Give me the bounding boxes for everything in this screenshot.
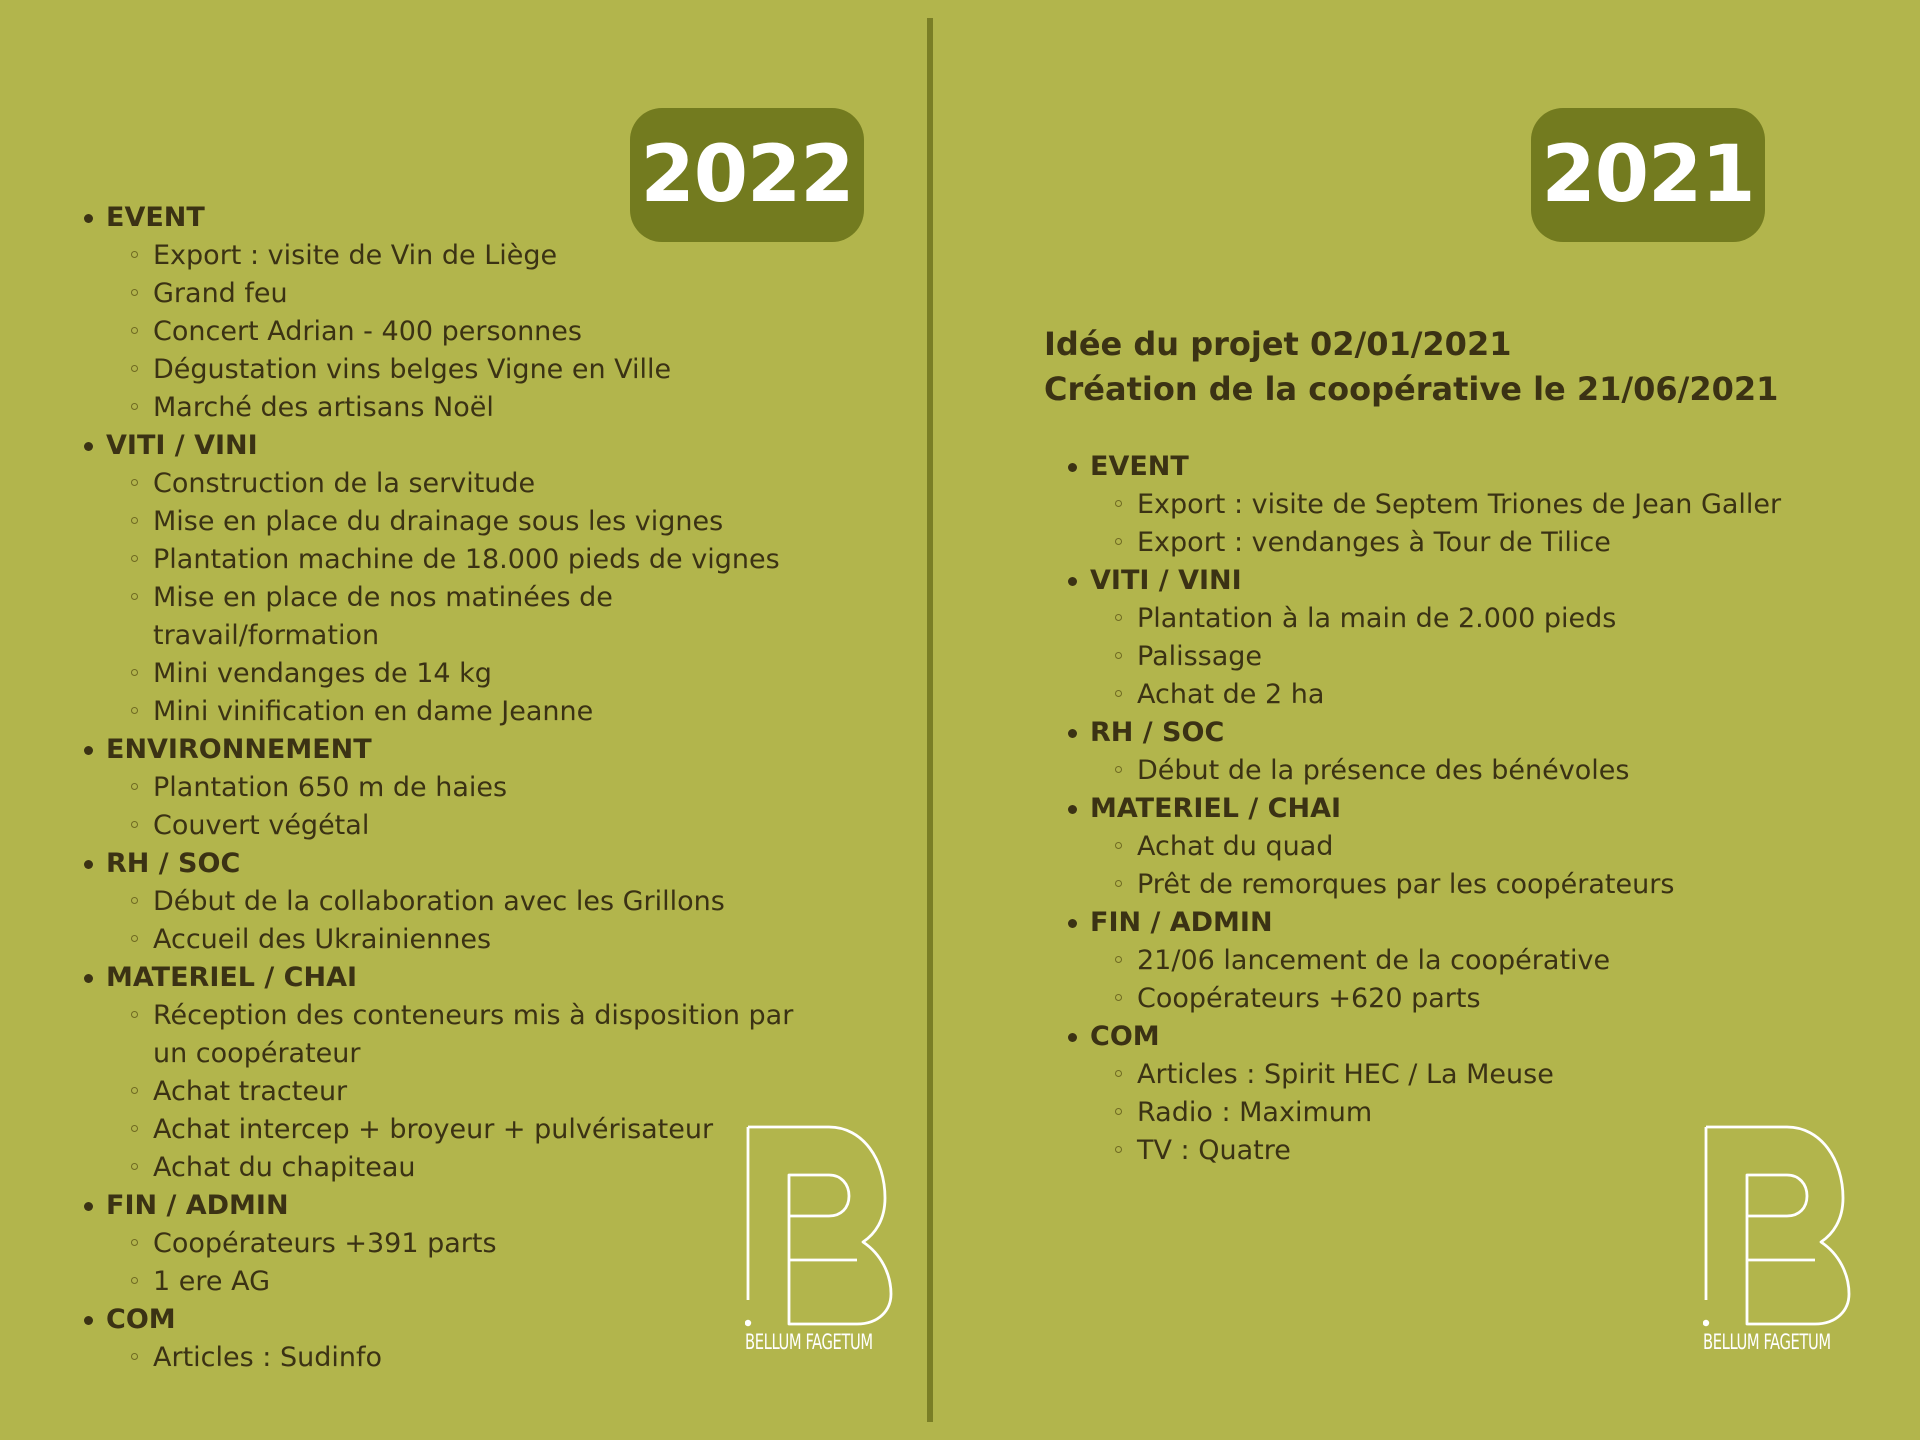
circle-bullet-icon bbox=[1115, 1146, 1122, 1153]
category-title: MATERIEL / CHAI bbox=[1090, 793, 1342, 824]
list-item-text: Plantation machine de 18.000 pieds de vignes bbox=[153, 544, 780, 575]
bullet-icon bbox=[1068, 1033, 1077, 1042]
list-item-text: Coopérateurs +620 parts bbox=[1137, 983, 1481, 1014]
circle-bullet-icon bbox=[131, 935, 138, 942]
list-item bbox=[80, 351, 833, 389]
category-heading bbox=[1064, 790, 1844, 828]
list-item-text: TV : Quatre bbox=[1137, 1135, 1291, 1166]
circle-bullet-icon bbox=[131, 707, 138, 714]
list-item bbox=[80, 237, 833, 275]
list-item-text: Radio : Maximum bbox=[1137, 1097, 1373, 1128]
category-title: EVENT bbox=[1090, 451, 1189, 482]
circle-bullet-icon bbox=[131, 289, 138, 296]
bullet-icon bbox=[1068, 729, 1077, 738]
list-item bbox=[80, 769, 833, 807]
category-heading bbox=[80, 1187, 840, 1225]
circle-bullet-icon bbox=[131, 517, 138, 524]
list-item bbox=[80, 541, 833, 579]
bullet-icon bbox=[1068, 805, 1077, 814]
bullet-icon bbox=[1068, 919, 1077, 928]
list-item bbox=[80, 275, 833, 313]
list-item-text: Mise en place du drainage sous les vignes bbox=[153, 506, 724, 537]
circle-bullet-icon bbox=[131, 897, 138, 904]
list-item-text: Plantation 650 m de haies bbox=[153, 772, 508, 803]
category-heading bbox=[80, 1301, 840, 1339]
bullet-icon bbox=[84, 1202, 93, 1211]
circle-bullet-icon bbox=[1115, 690, 1122, 697]
category-heading bbox=[80, 199, 840, 237]
list-item-text: Prêt de remorques par les coopérateurs bbox=[1137, 869, 1675, 900]
circle-bullet-icon bbox=[131, 783, 138, 790]
circle-bullet-icon bbox=[1115, 1070, 1122, 1077]
bellum-fagetum-logo bbox=[1703, 1124, 1853, 1354]
category-heading bbox=[1064, 1018, 1844, 1056]
list-item bbox=[1064, 866, 1844, 904]
category-heading bbox=[80, 427, 840, 465]
circle-bullet-icon bbox=[131, 327, 138, 334]
list-item bbox=[1064, 1056, 1844, 1094]
circle-bullet-icon bbox=[131, 1125, 138, 1132]
list-item bbox=[80, 693, 833, 731]
bullet-icon bbox=[84, 214, 93, 223]
circle-bullet-icon bbox=[131, 1087, 138, 1094]
circle-bullet-icon bbox=[131, 403, 138, 410]
category-heading bbox=[1064, 562, 1844, 600]
category-title: COM bbox=[106, 1304, 176, 1335]
category-heading bbox=[80, 731, 840, 769]
circle-bullet-icon bbox=[131, 1277, 138, 1284]
list-item bbox=[80, 883, 833, 921]
brand-name: BELLUM FAGETUM bbox=[745, 1330, 873, 1354]
circle-bullet-icon bbox=[131, 1353, 138, 1360]
circle-bullet-icon bbox=[1115, 994, 1122, 1001]
bullet-icon bbox=[84, 442, 93, 451]
list-item-text: Marché des artisans Noël bbox=[153, 392, 494, 423]
list-item bbox=[80, 465, 833, 503]
year-badge-2021: 2021 bbox=[1531, 108, 1765, 242]
list-item bbox=[80, 503, 833, 541]
timeline-2021 bbox=[1064, 448, 1844, 1170]
category-heading bbox=[1064, 448, 1844, 486]
circle-bullet-icon bbox=[1115, 652, 1122, 659]
list-item-text: Achat de 2 ha bbox=[1137, 679, 1325, 710]
list-item-text: Coopérateurs +391 parts bbox=[153, 1228, 497, 1259]
category-heading bbox=[80, 959, 840, 997]
category-heading bbox=[1064, 714, 1844, 752]
list-item bbox=[1064, 752, 1844, 790]
circle-bullet-icon bbox=[131, 479, 138, 486]
circle-bullet-icon bbox=[131, 1011, 138, 1018]
list-item-text: Export : visite de Septem Triones de Jean Galler bbox=[1137, 489, 1782, 520]
list-item-text: Début de la présence des bénévoles bbox=[1137, 755, 1630, 786]
list-item-text: Construction de la servitude bbox=[153, 468, 536, 499]
list-item-text: Export : vendanges à Tour de Tilice bbox=[1137, 527, 1611, 558]
list-item-text: Export : visite de Vin de Liège bbox=[153, 240, 558, 271]
circle-bullet-icon bbox=[1115, 614, 1122, 621]
bullet-icon bbox=[84, 974, 93, 983]
category-heading bbox=[1064, 904, 1844, 942]
list-item-text: Mini vendanges de 14 kg bbox=[153, 658, 492, 689]
list-item-text: Couvert végétal bbox=[153, 810, 370, 841]
category-title: EVENT bbox=[106, 202, 205, 233]
list-item-text: Articles : Sudinfo bbox=[153, 1342, 382, 1373]
brand-name: BELLUM FAGETUM bbox=[1703, 1330, 1831, 1354]
circle-bullet-icon bbox=[131, 1239, 138, 1246]
list-item bbox=[80, 389, 833, 427]
list-item bbox=[80, 1111, 833, 1149]
list-item-text: Articles : Spirit HEC / La Meuse bbox=[1137, 1059, 1554, 1090]
list-item bbox=[80, 655, 833, 693]
circle-bullet-icon bbox=[131, 365, 138, 372]
list-item-text: Palissage bbox=[1137, 641, 1263, 672]
list-item bbox=[80, 1339, 833, 1377]
category-title: RH / SOC bbox=[1090, 717, 1225, 748]
bf-monogram-icon bbox=[1703, 1124, 1853, 1330]
list-item-text: Dégustation vins belges Vigne en Ville bbox=[153, 354, 672, 385]
circle-bullet-icon bbox=[131, 555, 138, 562]
circle-bullet-icon bbox=[1115, 1108, 1122, 1115]
list-item bbox=[80, 579, 833, 655]
list-item bbox=[1064, 828, 1844, 866]
circle-bullet-icon bbox=[131, 251, 138, 258]
list-item-text: Achat du quad bbox=[1137, 831, 1334, 862]
bullet-icon bbox=[84, 746, 93, 755]
list-item-text: Début de la collaboration avec les Grillons bbox=[153, 886, 725, 917]
list-item bbox=[80, 1263, 833, 1301]
category-title: FIN / ADMIN bbox=[106, 1190, 289, 1221]
category-title: COM bbox=[1090, 1021, 1160, 1052]
list-item-text: Mise en place de nos matinées de travail/formation bbox=[153, 582, 613, 651]
list-item bbox=[80, 1225, 833, 1263]
list-item-text: Mini vinification en dame Jeanne bbox=[153, 696, 594, 727]
list-item-text: Grand feu bbox=[153, 278, 288, 309]
list-item-text: Concert Adrian - 400 personnes bbox=[153, 316, 582, 347]
column-divider bbox=[927, 18, 933, 1422]
list-item-text: Accueil des Ukrainiennes bbox=[153, 924, 492, 955]
list-item-text: Achat tracteur bbox=[153, 1076, 348, 1107]
bullet-icon bbox=[84, 1316, 93, 1325]
category-title: ENVIRONNEMENT bbox=[106, 734, 372, 765]
category-title: MATERIEL / CHAI bbox=[106, 962, 358, 993]
list-item-text: Achat du chapiteau bbox=[153, 1152, 416, 1183]
category-heading bbox=[80, 845, 840, 883]
category-title: VITI / VINI bbox=[106, 430, 258, 461]
list-item-text: Réception des conteneurs mis à disposition par un coopérateur bbox=[153, 1000, 794, 1069]
bellum-fagetum-logo bbox=[745, 1124, 895, 1354]
list-item bbox=[1064, 942, 1844, 980]
list-item bbox=[1064, 638, 1844, 676]
category-title: VITI / VINI bbox=[1090, 565, 1242, 596]
list-item bbox=[1064, 486, 1844, 524]
list-item bbox=[80, 997, 833, 1073]
list-item bbox=[80, 313, 833, 351]
timeline-2022 bbox=[80, 199, 840, 1377]
circle-bullet-icon bbox=[1115, 880, 1122, 887]
list-item-text: 21/06 lancement de la coopérative bbox=[1137, 945, 1611, 976]
bullet-icon bbox=[1068, 577, 1077, 586]
bf-monogram-icon bbox=[745, 1124, 895, 1330]
list-item bbox=[1064, 676, 1844, 714]
year-badge-2022: 2022 bbox=[630, 108, 864, 242]
list-item bbox=[1064, 524, 1844, 562]
list-item bbox=[80, 807, 833, 845]
circle-bullet-icon bbox=[131, 593, 138, 600]
category-title: RH / SOC bbox=[106, 848, 241, 879]
bullet-icon bbox=[84, 860, 93, 869]
circle-bullet-icon bbox=[131, 669, 138, 676]
list-item bbox=[80, 1073, 833, 1111]
circle-bullet-icon bbox=[1115, 842, 1122, 849]
list-item-text: 1 ere AG bbox=[153, 1266, 270, 1297]
circle-bullet-icon bbox=[131, 1163, 138, 1170]
project-idea-date: Idée du projet 02/01/2021 bbox=[1044, 325, 1512, 363]
circle-bullet-icon bbox=[1115, 766, 1122, 773]
category-title: FIN / ADMIN bbox=[1090, 907, 1273, 938]
circle-bullet-icon bbox=[1115, 956, 1122, 963]
circle-bullet-icon bbox=[1115, 500, 1122, 507]
list-item bbox=[1064, 600, 1844, 638]
list-item-text: Plantation à la main de 2.000 pieds bbox=[1137, 603, 1617, 634]
list-item bbox=[80, 1149, 833, 1187]
circle-bullet-icon bbox=[1115, 538, 1122, 545]
cooperative-creation-date: Création de la coopérative le 21/06/2021 bbox=[1044, 370, 1779, 408]
list-item-text: Achat intercep + broyeur + pulvérisateur bbox=[153, 1114, 714, 1145]
circle-bullet-icon bbox=[131, 821, 138, 828]
list-item bbox=[80, 921, 833, 959]
bullet-icon bbox=[1068, 463, 1077, 472]
list-item bbox=[1064, 980, 1844, 1018]
project-intro bbox=[1044, 322, 1778, 412]
